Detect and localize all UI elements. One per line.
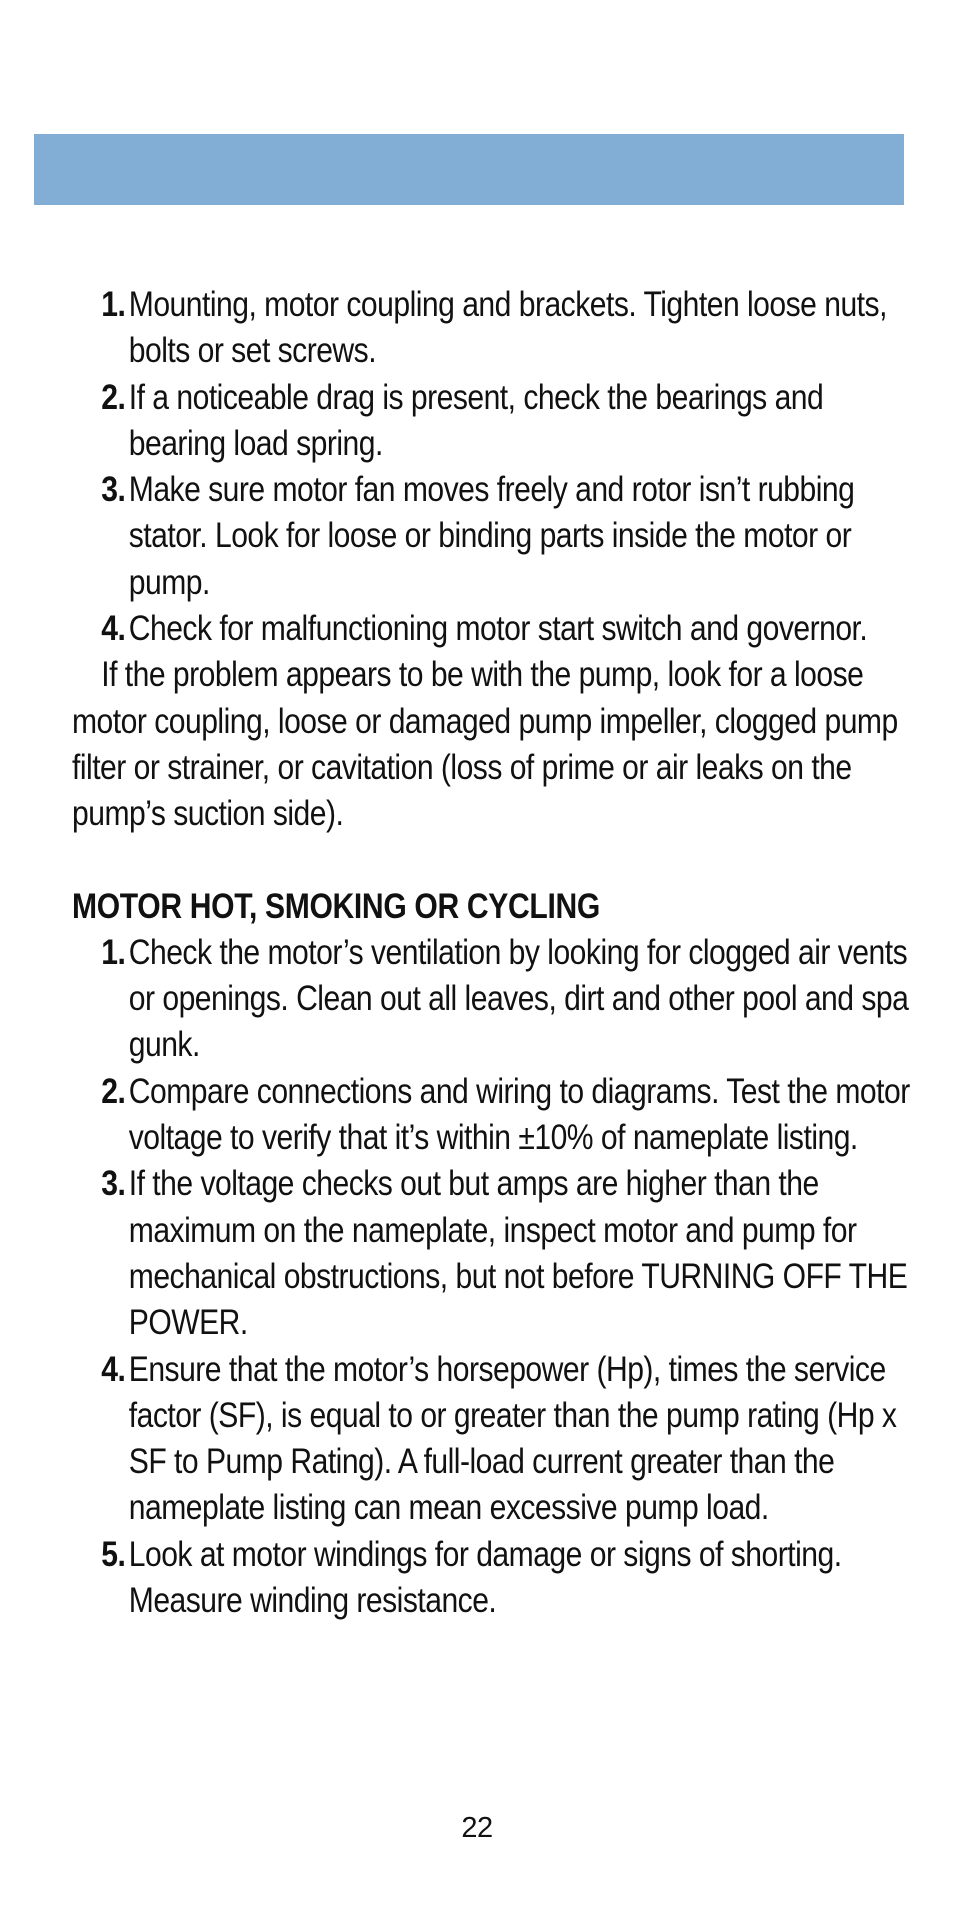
list-item-text: If the voltage checks out but amps are higher than the maximum on the nameplate, inspect motor and pump for mechanical obstructions, but not before TURNING OFF THE POWER. xyxy=(128,1164,908,1343)
list-item-text: Ensure that the motor’s horsepower (Hp), times the service factor (SF), is equal to or greater than the pump rating (Hp x SF to Pump Rating). A full-load current greater than the nameplate listing can mean excessive pump load. xyxy=(128,1349,897,1528)
list-item-text: If a noticeable drag is present, check the bearings and bearing load spring. xyxy=(128,377,824,463)
list-item-text: Check for malfunctioning motor start switch and governor. xyxy=(128,609,868,649)
list-item xyxy=(72,1069,911,1162)
page-content xyxy=(72,282,911,1624)
list-item-text: Look at motor windings for damage or signs of shorting. Measure winding resistance. xyxy=(128,1534,842,1621)
list-item xyxy=(72,930,911,1069)
list-item-number: 4. xyxy=(101,609,126,649)
pump-problem-paragraph: If the problem appears to be with the pump, look for a loose motor coupling, loose or damaged pump impeller, clogged pump filter or strainer, or cavitation (loss of prime or air leaks on the pump’s suction side). xyxy=(72,655,898,834)
list-item xyxy=(72,467,911,606)
list-item-number: 5. xyxy=(101,1534,126,1574)
section-heading: MOTOR HOT, SMOKING OR CYCLING xyxy=(72,886,600,926)
list-item-text: Compare connections and wiring to diagrams. Test the motor voltage to verify that it’s within ±10% of nameplate listing. xyxy=(128,1071,910,1158)
list-item-number: 2. xyxy=(101,1071,126,1111)
mechanical-check-list xyxy=(72,282,911,652)
list-item-text: Check the motor’s ventilation by looking for clogged air vents or openings. Clean out all leaves, dirt and other pool and spa gunk. xyxy=(128,932,909,1065)
page-number: 22 xyxy=(461,1812,493,1844)
list-item-number: 2. xyxy=(101,377,126,417)
list-item-number: 3. xyxy=(101,1164,126,1204)
motor-hot-check-list xyxy=(72,930,911,1624)
list-item-text: Mounting, motor coupling and brackets. Tighten loose nuts, bolts or set screws. xyxy=(128,285,887,371)
list-item-number: 3. xyxy=(101,470,126,510)
list-item xyxy=(72,282,911,375)
list-item-number: 1. xyxy=(101,932,126,972)
list-item xyxy=(72,606,911,652)
list-item xyxy=(72,375,911,468)
header-color-bar xyxy=(34,134,904,205)
list-item xyxy=(72,1161,911,1346)
list-item-number: 4. xyxy=(101,1349,126,1389)
list-item xyxy=(72,1347,911,1532)
list-item-number: 1. xyxy=(101,285,126,324)
list-item-text: Make sure motor fan moves freely and rotor isn’t rubbing stator. Look for loose or binding parts inside the motor or pump. xyxy=(128,470,855,602)
list-item xyxy=(72,1532,911,1625)
